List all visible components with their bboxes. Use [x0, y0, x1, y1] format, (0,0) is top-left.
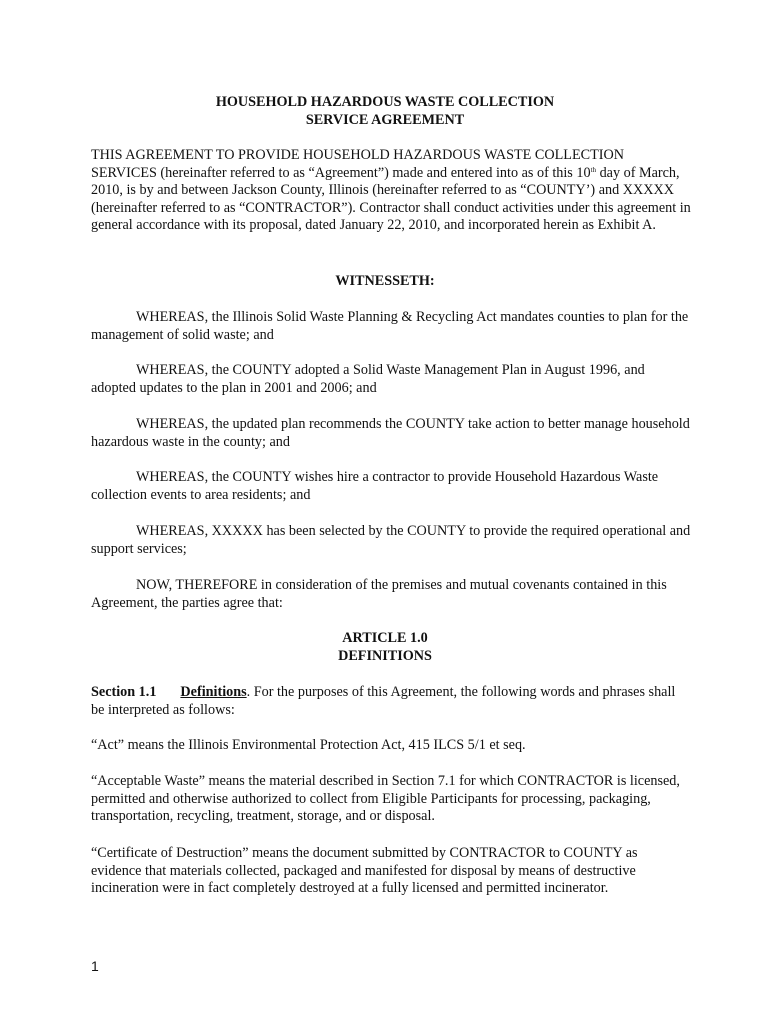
section-term: Definitions — [180, 684, 247, 700]
document-title-line-2: SERVICE AGREEMENT — [305, 112, 465, 128]
intro-paragraph — [91, 147, 691, 235]
section-text: . For the purposes of this Agreement, the following words and phrases shall be interpreted as follows: — [91, 684, 676, 718]
definition-acceptable-waste: “Acceptable Waste” means the material described in Section 7.1 for which CONTRACTOR is licensed, permitted and otherwise authorized to collect from Eligible Participants for processing, packaging, transportation, recycling, treatment, storage, and or disposal. — [91, 773, 680, 825]
definition-certificate-of-destruction: “Certificate of Destruction” means the document submitted by CONTRACTOR to COUNTY as evidence that materials collected, packaged and manifested for disposal by means of destructive incineration were in fact completely destroyed at a fully licensed and permitted incinerator. — [91, 845, 638, 897]
intro-text-part-1: THIS AGREEMENT TO PROVIDE HOUSEHOLD HAZARDOUS WASTE COLLECTION SERVICES (hereinafter referred to as “Agreement”) made and entered into as of this 10 — [91, 147, 624, 181]
definition-act: “Act” means the Illinois Environmental Protection Act, 415 ILCS 5/1 et seq. — [91, 737, 526, 753]
now-therefore-clause: NOW, THEREFORE in consideration of the premises and mutual covenants contained in this Agreement, the parties agree that: — [91, 577, 667, 611]
whereas-clause-2: WHEREAS, the COUNTY adopted a Solid Waste Management Plan in August 1996, and adopted updates to the plan in 2001 and 2006; and — [91, 362, 645, 396]
whereas-clause-3: WHEREAS, the updated plan recommends the COUNTY take action to better manage household hazardous waste in the county; and — [91, 416, 690, 450]
whereas-clause-1: WHEREAS, the Illinois Solid Waste Planning & Recycling Act mandates counties to plan for the management of solid waste; and — [91, 309, 689, 343]
article-number: ARTICLE 1.0 — [342, 630, 428, 646]
whereas-clause-5: WHEREAS, XXXXX has been selected by the COUNTY to provide the required operational and support services; — [91, 523, 691, 557]
section-label: Section 1.1 — [91, 684, 157, 700]
page-number: 1 — [91, 958, 99, 974]
whereas-clause-4: WHEREAS, the COUNTY wishes hire a contractor to provide Household Hazardous Waste collection events to area residents; and — [91, 469, 659, 503]
witnesseth-heading: WITNESSETH: — [335, 273, 435, 289]
intro-superscript: th — [590, 165, 597, 174]
intro-text-part-2: day of March, 2010, is by and between Jackson County, Illinois (hereinafter referred to as “COUNTY’) and XXXXX (hereinafter referred to as “CONTRACTOR”). Contractor shall conduct activities under this agreement in general accordance with its proposal, dated January 22, 2010, and incorporated herein as Exhibit A. — [91, 164, 691, 234]
article-title: DEFINITIONS — [338, 648, 432, 664]
section-1-1-paragraph — [91, 684, 691, 719]
document-title-line-1: HOUSEHOLD HAZARDOUS WASTE COLLECTION — [215, 94, 555, 110]
